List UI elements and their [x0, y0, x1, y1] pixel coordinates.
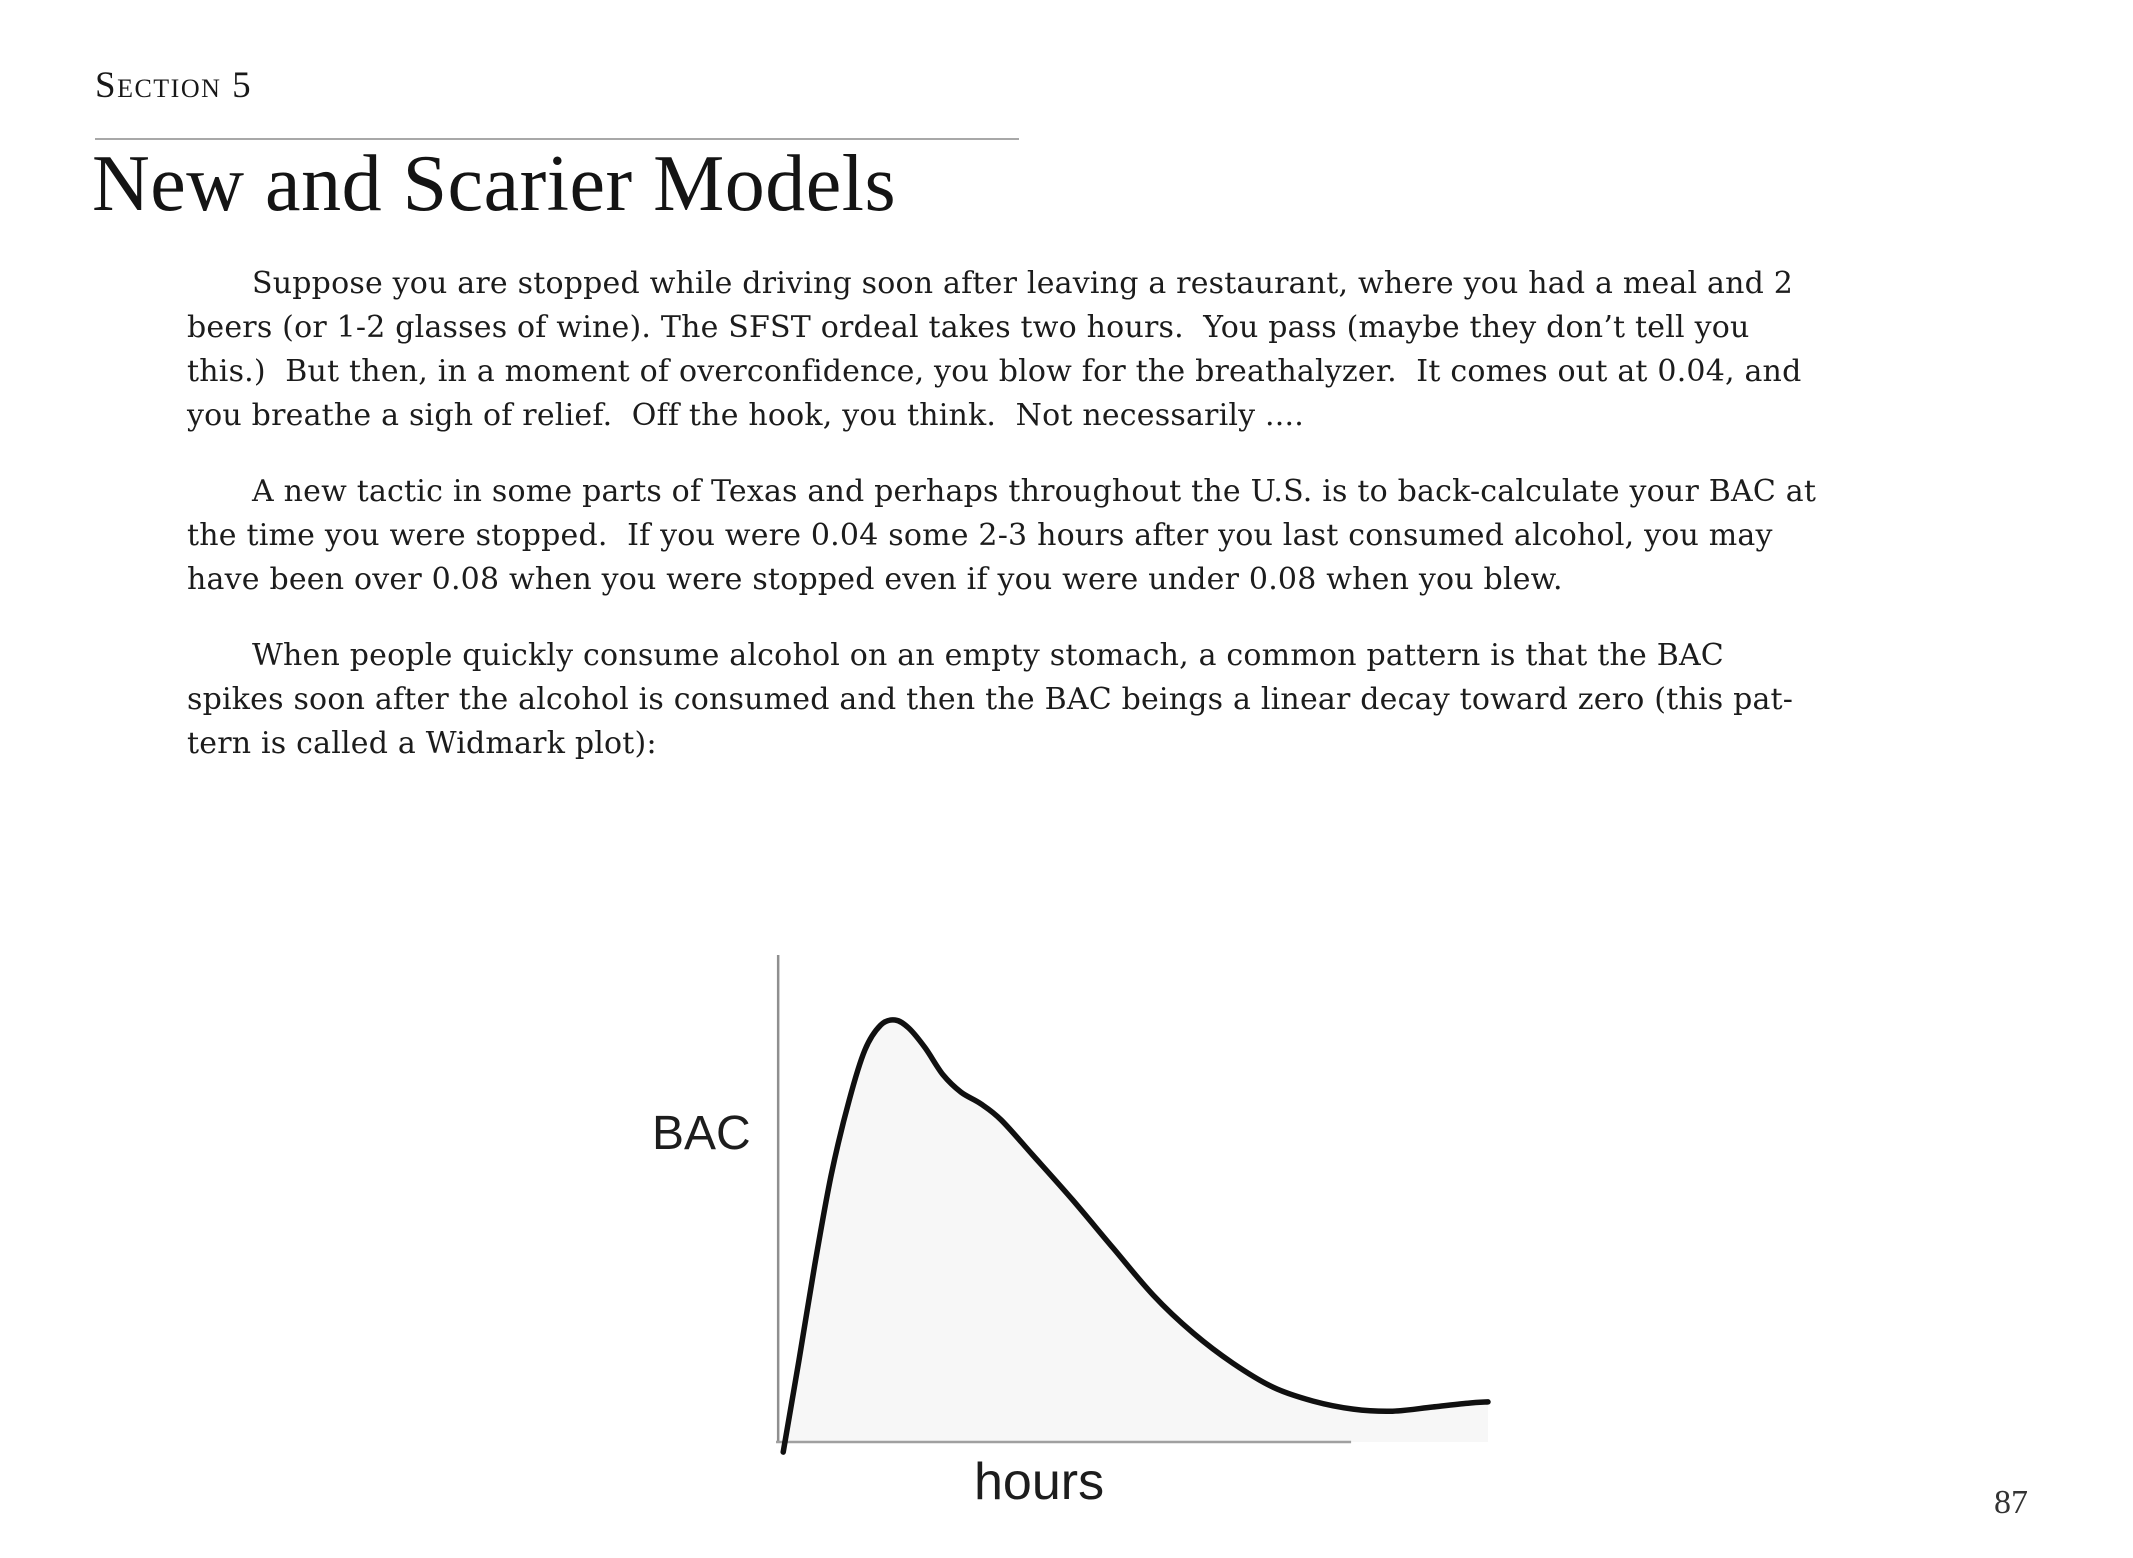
y-axis-label: BAC: [652, 1107, 751, 1160]
body-text-line: A new tactic in some parts of Texas and perhaps throughout the U.S. is to back-calculate your BAC at: [252, 474, 1817, 509]
body-text-line: the time you were stopped. If you were 0.04 some 2-3 hours after you last consumed alcohol, you may: [187, 518, 1773, 553]
bac-curve-line: [783, 1020, 1488, 1452]
curve-area-fill: [783, 1020, 1488, 1452]
page-number: 87: [1994, 1484, 2028, 1521]
bac-curve-chart: [748, 940, 1508, 1460]
x-axis-label: hours: [974, 1453, 1105, 1511]
paragraph-2: [187, 470, 1957, 602]
body-text: [187, 262, 1957, 798]
body-text-line: have been over 0.08 when you were stopped even if you were under 0.08 when you blew.: [187, 562, 1563, 597]
body-text-line: tern is called a Widmark plot):: [187, 726, 657, 761]
section-label: Section 5: [95, 65, 253, 106]
body-text-line: spikes soon after the alcohol is consumed and then the BAC beings a linear decay toward zero (this pat-: [187, 682, 1794, 717]
paragraph-3: [187, 634, 1957, 766]
body-text-line: When people quickly consume alcohol on an empty stomach, a common pattern is that the BAC: [252, 638, 1724, 673]
body-text-line: Suppose you are stopped while driving soon after leaving a restaurant, where you had a meal and 2: [252, 266, 1794, 301]
body-text-line: beers (or 1-2 glasses of wine). The SFST ordeal takes two hours. You pass (maybe they don’t tell you: [187, 310, 1750, 345]
page-title: New and Scarier Models: [92, 140, 897, 228]
body-text-line: you breathe a sigh of relief. Off the hook, you think. Not necessarily ....: [187, 398, 1304, 433]
body-text-line: this.) But then, in a moment of overconfidence, you blow for the breathalyzer. It comes out at 0.04, and: [187, 354, 1802, 389]
paragraph-1: [187, 262, 1957, 438]
